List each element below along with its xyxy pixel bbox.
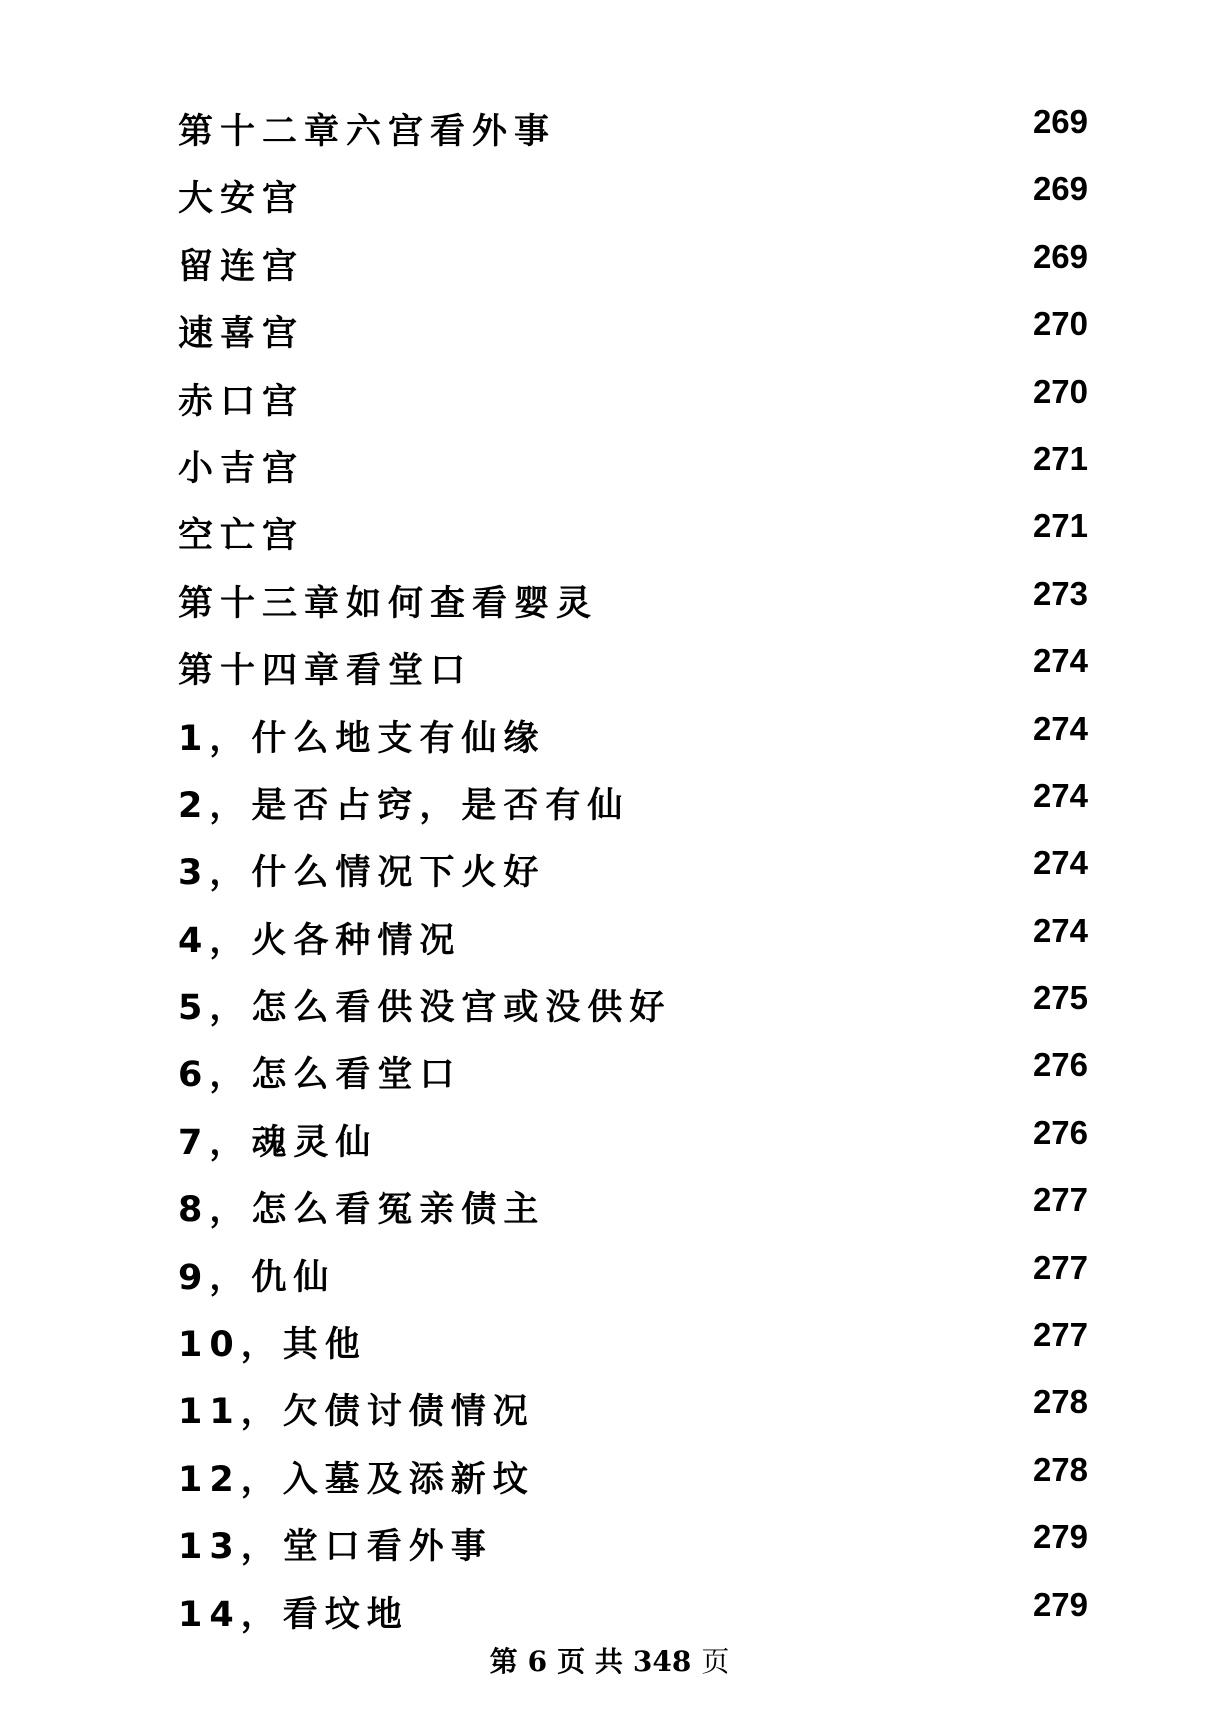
toc-entry-page-number: 275 (1032, 979, 1088, 1017)
toc-entry (178, 907, 1088, 974)
toc-entry-title: 赤口宫 (178, 381, 305, 422)
toc-entry (178, 1581, 1088, 1648)
toc-entry-page-number: 279 (1032, 1585, 1088, 1623)
toc-entry-title: 小吉宫 (178, 448, 305, 489)
toc-entry-title: 14，看坟地 (178, 1594, 409, 1635)
toc-entry (178, 1041, 1088, 1108)
toc-entry (178, 233, 1088, 300)
toc-entry-page-number: 269 (1032, 103, 1088, 140)
toc-entry (178, 1513, 1088, 1580)
toc-entry-title: 6，怎么看堂口 (178, 1055, 462, 1096)
toc-entry (178, 705, 1088, 772)
toc-entry-title: 2，是否占窍，是否有仙 (178, 785, 630, 826)
toc-entry (178, 502, 1088, 569)
toc-entry-title: 3，什么情况下火好 (178, 853, 546, 894)
toc-entry-page-number: 276 (1032, 1113, 1088, 1151)
toc-entry-page-number: 277 (1032, 1248, 1088, 1286)
toc-entry-page-number: 269 (1032, 170, 1088, 208)
toc-entry-title: 速喜宫 (178, 314, 305, 355)
footer-middle: 页 共 (557, 1645, 623, 1678)
toc-entry-title: 第十四章看堂口 (178, 651, 473, 692)
toc-entry-title: 空亡宫 (178, 516, 305, 557)
footer-current-page: 6 (527, 1645, 548, 1678)
toc-entry-page-number: 274 (1032, 776, 1088, 814)
toc-entry (178, 1176, 1088, 1243)
toc-entry-title: 13，堂口看外事 (178, 1527, 493, 1568)
toc-entry-page-number: 270 (1032, 305, 1088, 343)
toc-entry-title: 5，怎么看供没宫或没供好 (178, 988, 672, 1029)
toc-entry-page-number: 269 (1032, 237, 1088, 275)
toc-entry-page-number: 274 (1032, 911, 1088, 949)
footer-total-pages: 348 (632, 1645, 692, 1678)
toc-entry (178, 1311, 1088, 1378)
toc-entry-title: 8，怎么看冤亲债主 (178, 1190, 546, 1231)
toc-entry-title: 大安宫 (178, 179, 305, 220)
toc-entry (178, 1244, 1088, 1311)
page-footer (0, 1640, 1219, 1680)
toc-entry-page-number: 274 (1032, 642, 1088, 680)
toc-entry-page-number: 273 (1032, 574, 1088, 612)
toc-entry-page-number: 278 (1032, 1383, 1088, 1421)
toc-entry-title: 留连宫 (178, 246, 305, 287)
toc-entry (178, 974, 1088, 1041)
toc-entry-page-number: 274 (1032, 709, 1088, 747)
toc-entry-title: 12，入墓及添新坟 (178, 1459, 535, 1500)
toc-entry (178, 300, 1088, 367)
toc-entry (178, 637, 1088, 704)
toc-entry (178, 772, 1088, 839)
toc-entry-page-number: 277 (1032, 1181, 1088, 1219)
toc-entry-page-number: 278 (1032, 1450, 1088, 1488)
toc-entry (178, 839, 1088, 906)
toc-entry (178, 1109, 1088, 1176)
toc-entry-title: 9，仇仙 (178, 1257, 336, 1298)
toc-entry-title: 4，火各种情况 (178, 920, 462, 961)
toc-entry-title: 第十三章如何查看婴灵 (178, 583, 599, 624)
toc-entry-title: 7，魂灵仙 (178, 1122, 378, 1163)
toc-entry (178, 570, 1088, 637)
toc-entry-page-number: 279 (1032, 1518, 1088, 1556)
toc-entry (178, 1378, 1088, 1445)
toc-entry (178, 98, 1088, 165)
toc-entry-page-number: 277 (1032, 1316, 1088, 1354)
toc-entry-title: 第十二章六宫看外事 (178, 112, 557, 152)
footer-prefix: 第 (489, 1645, 518, 1678)
toc-entry-title: 1，什么地支有仙缘 (178, 718, 546, 759)
toc-entry-page-number: 274 (1032, 844, 1088, 882)
toc-entry (178, 165, 1088, 232)
toc-entry-title: 11，欠债讨债情况 (178, 1392, 535, 1433)
toc-entry (178, 435, 1088, 502)
toc-entry-page-number: 270 (1032, 372, 1088, 410)
toc-entry-page-number: 271 (1032, 507, 1088, 545)
toc-entry (178, 368, 1088, 435)
table-of-contents (178, 98, 1088, 1648)
toc-entry-page-number: 271 (1032, 439, 1088, 477)
toc-entry-page-number: 276 (1032, 1046, 1088, 1084)
toc-entry (178, 1446, 1088, 1513)
toc-entry-title: 10，其他 (178, 1325, 367, 1366)
footer-suffix: 页 (701, 1645, 730, 1678)
